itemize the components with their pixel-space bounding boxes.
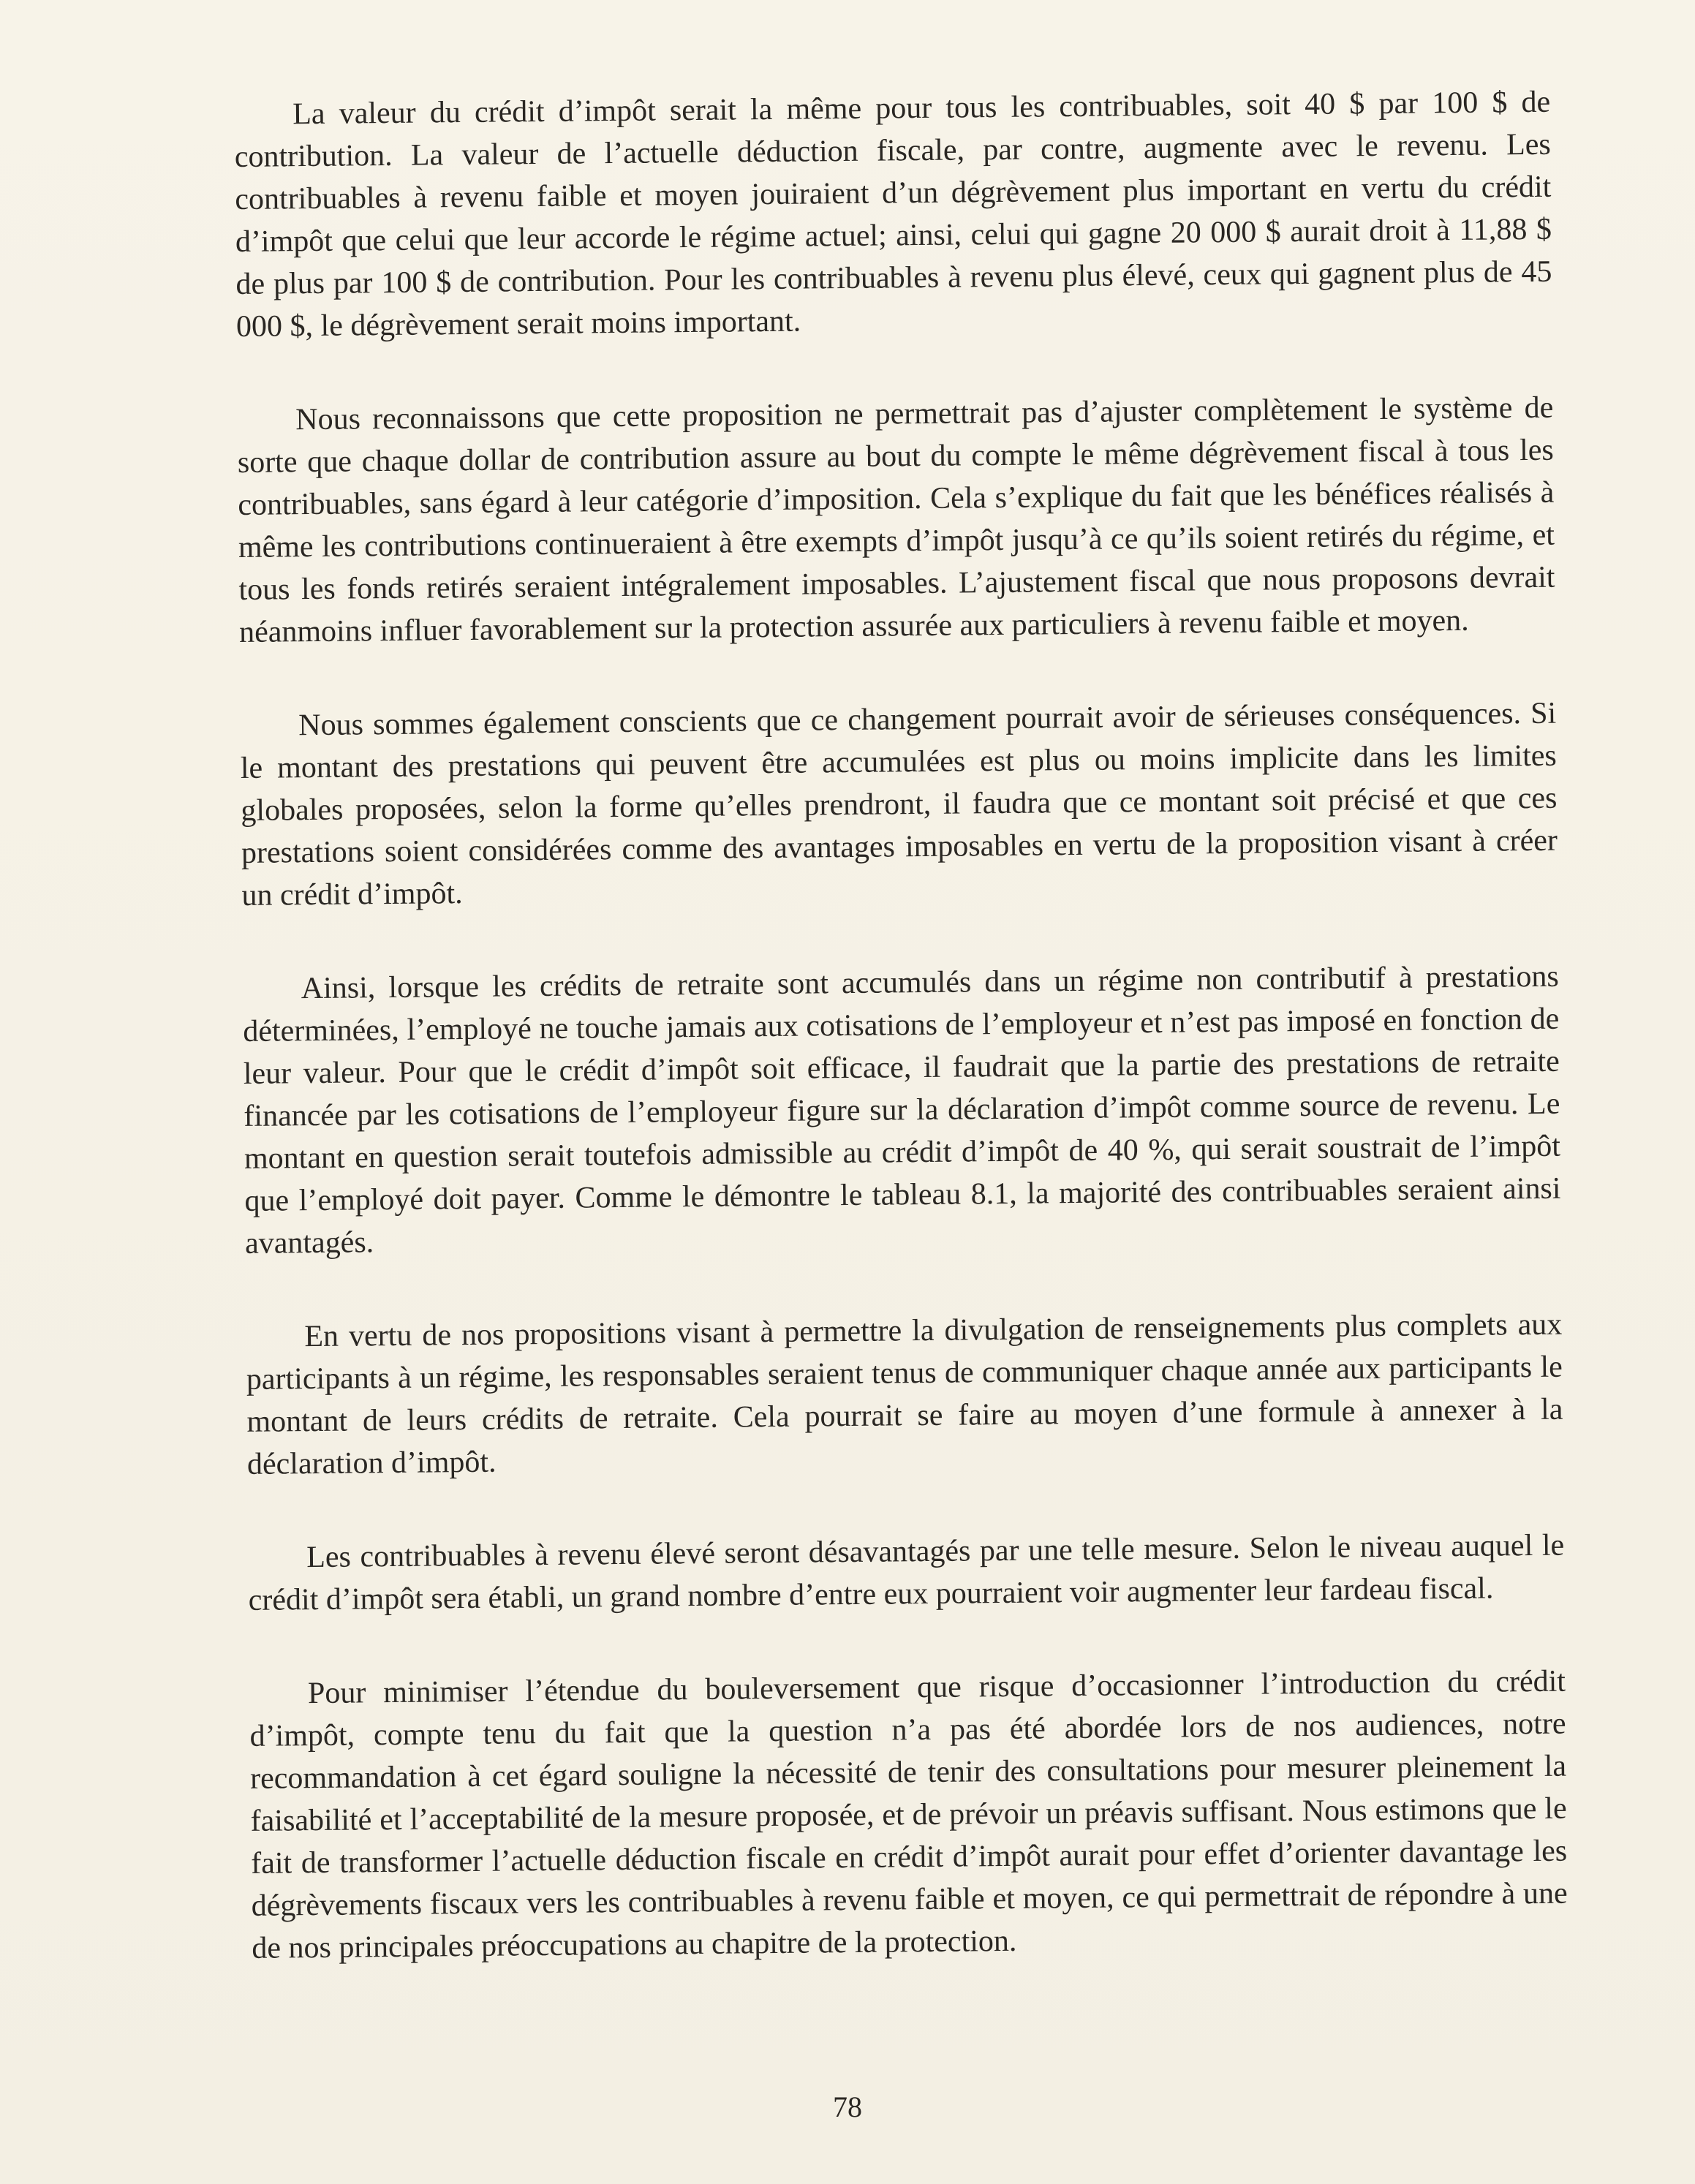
paragraph-5: En vertu de nos propositions visant à permettre la divulgation de renseignements plus complets aux participants à un régime, les responsables seraient tenus de communiquer chaque année aux participants le montant de leurs crédits de retraite. Cela pourrait se faire au moyen d’une formule à annexer à la déclaration d’impôt.	[246, 1307, 1563, 1481]
paragraph-7: Pour minimiser l’étendue du bouleversement que risque d’occasionner l’introduction du crédit d’impôt, compte tenu du fait que la question n’a pas été abordée lors de nos audiences, notre recommandation à cet égard souligne la nécessité de tenir des consultations pour mesurer pleinement la faisabilité et l’acceptabilité de la mesure proposée, et de prévoir un préavis suffisant. Nous estimons que le fait de transformer l’actuelle déduction fiscale en crédit d’impôt aurait pour effet d’orienter davantage les dégrèvements fiscaux vers les contribuables à revenu faible et moyen, ce qui permettrait de répondre à une de nos principales préoccupations au chapitre de la protection.	[249, 1664, 1568, 1965]
paragraph-4: Ainsi, lorsque les crédits de retraite sont accumulés dans un régime non contributif à prestations déterminées, l’employé ne touche jamais aux cotisations de l’employeur et n’est pas imposé en fonction de leur valeur. Pour que le crédit d’impôt soit efficace, il faudrait que la partie des prestations de retraite financée par les cotisations de l’employeur figure sur la déclaration d’impôt comme source de revenu. Le montant en question serait toutefois admissible au crédit d’impôt de 40 %, qui serait soustrait de l’impôt que l’employé doit payer. Comme le démontre le tableau 8.1, la majorité des contribuables seraient ainsi avantagés.	[243, 959, 1561, 1261]
paragraph-2: Nous reconnaissons que cette proposition ne permettrait pas d’ajuster complètement le système de sorte que chaque dollar de contribution assure au bout du compte le même dégrèvement fiscal à tous les contribuables, sans égard à leur catégorie d’imposition. Cela s’explique du fait que les bénéfices réalisés à même les contributions continueraient à être exempts d’impôt jusqu’à ce qu’ils soient retirés du régime, et tous les fonds retirés seraient intégralement imposables. L’ajustement fiscal que nous proposons devrait néanmoins influer favorablement sur la protection assurée aux particuliers à revenu faible et moyen.	[237, 390, 1555, 649]
paragraph-1: La valeur du crédit d’impôt serait la même pour tous les contribuables, soit 40 $ par 100 $ de contribution. La valeur de l’actuelle déduction fiscale, par contre, augmente avec le revenu. Les contribuables à revenu faible et moyen jouiraient d’un dégrèvement plus important en vertu du crédit d’impôt que celui que leur accorde le régime actuel; ainsi, celui qui gagne 20 000 $ aurait droit à 11,88 $ de plus par 100 $ de contribution. Pour les contribuables à revenu plus élevé, ceux qui gagnent plus de 45 000 $, le dégrèvement serait moins important.	[234, 85, 1552, 344]
paragraph-6: Les contribuables à revenu élevé seront désavantagés par une telle mesure. Selon le niveau auquel le crédit d’impôt sera établi, un grand nombre d’entre eux pourraient voir augmenter leur fardeau fiscal.	[248, 1528, 1565, 1617]
paragraph-3: Nous sommes également conscients que ce changement pourrait avoir de sérieuses conséquences. Si le montant des prestations qui peuvent être accumulées est plus ou moins implicite dans les limites globales proposées, selon la forme qu’elles prendront, il faudra que ce montant soit précisé et que ces prestations soient considérées comme des avantages imposables en vertu de la proposition visant à créer un crédit d’impôt.	[240, 696, 1558, 912]
body-text	[234, 81, 1568, 2021]
page-number: 78	[833, 2090, 862, 2123]
